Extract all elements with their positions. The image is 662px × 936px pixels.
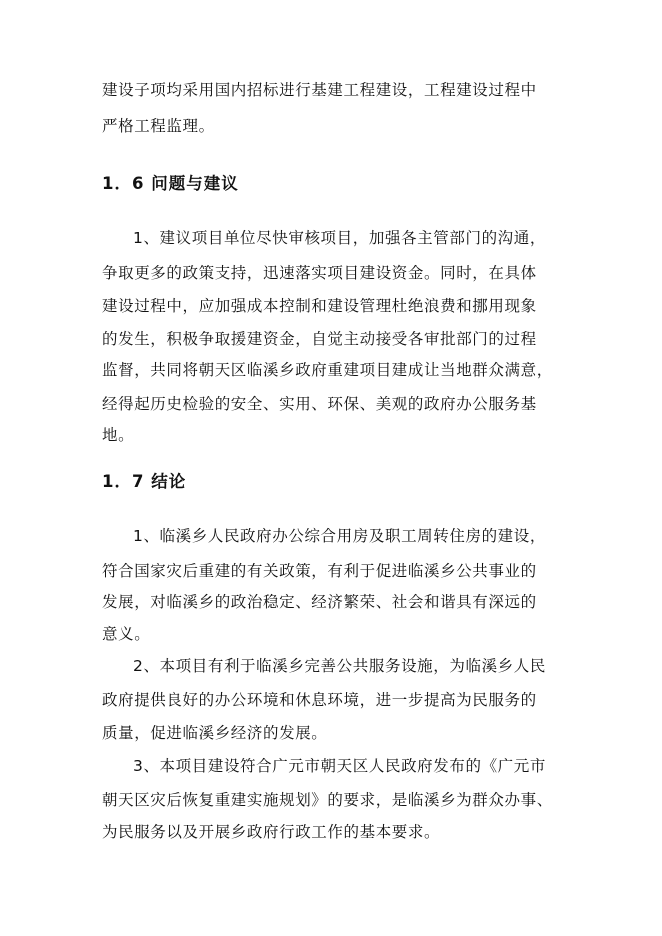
s17-p1-line-3: 发展，对临溪乡的政治稳定、经济繁荣、社会和谐具有深远的 xyxy=(102,593,537,611)
s17-p3-line-3: 为民服务以及开展乡政府行政工作的基本要求。 xyxy=(102,823,441,841)
s17-p1-line-1: 1、临溪乡人民政府办公综合用房及职工周转住房的建设， xyxy=(133,527,546,545)
intro-line-2: 严格工程监理。 xyxy=(102,117,215,135)
s17-p2-line-3: 质量，促进临溪乡经济的发展。 xyxy=(102,724,328,742)
s17-p2-line-1: 2、本项目有利于临溪乡完善公共服务设施，为临溪乡人民 xyxy=(133,657,546,675)
s17-p3-line-2: 朝天区灾后恢复重建实施规划》的要求，是临溪乡为群众办事、 xyxy=(102,791,553,809)
s16-p1-line-7: 地。 xyxy=(102,426,135,444)
s17-p2-line-2: 政府提供良好的办公环境和休息环境，进一步提高为民服务的 xyxy=(102,691,537,709)
s17-p3-line-1: 3、本项目建设符合广元市朝天区人民政府发布的《广元市 xyxy=(133,757,546,775)
intro-line-1: 建设子项均采用国内招标进行基建工程建设，工程建设过程中 xyxy=(102,81,537,99)
s16-p1-line-6: 经得起历史检验的安全、实用、环保、美观的政府办公服务基 xyxy=(102,395,537,413)
s16-p1-line-3: 建设过程中，应加强成本控制和建设管理杜绝浪费和挪用现象 xyxy=(102,297,537,315)
s17-p1-line-2: 符合国家灾后重建的有关政策，有利于促进临溪乡公共事业的 xyxy=(102,562,537,580)
s16-p1-line-2: 争取更多的政策支持，迅速落实项目建设资金。同时，在具体 xyxy=(102,264,537,282)
s17-p1-line-4: 意义。 xyxy=(102,625,151,643)
s16-p1-line-1: 1、建议项目单位尽快审核项目，加强各主管部门的沟通， xyxy=(133,229,546,247)
section-1-7-heading: 1．7 结论 xyxy=(102,472,187,491)
s16-p1-line-4: 的发生，积极争取援建资金，自觉主动接受各审批部门的过程 xyxy=(102,330,537,348)
section-1-6-heading: 1．6 问题与建议 xyxy=(102,174,239,193)
s16-p1-line-5: 监督，共同将朝天区临溪乡政府重建项目建成让当地群众满意， xyxy=(102,361,553,379)
